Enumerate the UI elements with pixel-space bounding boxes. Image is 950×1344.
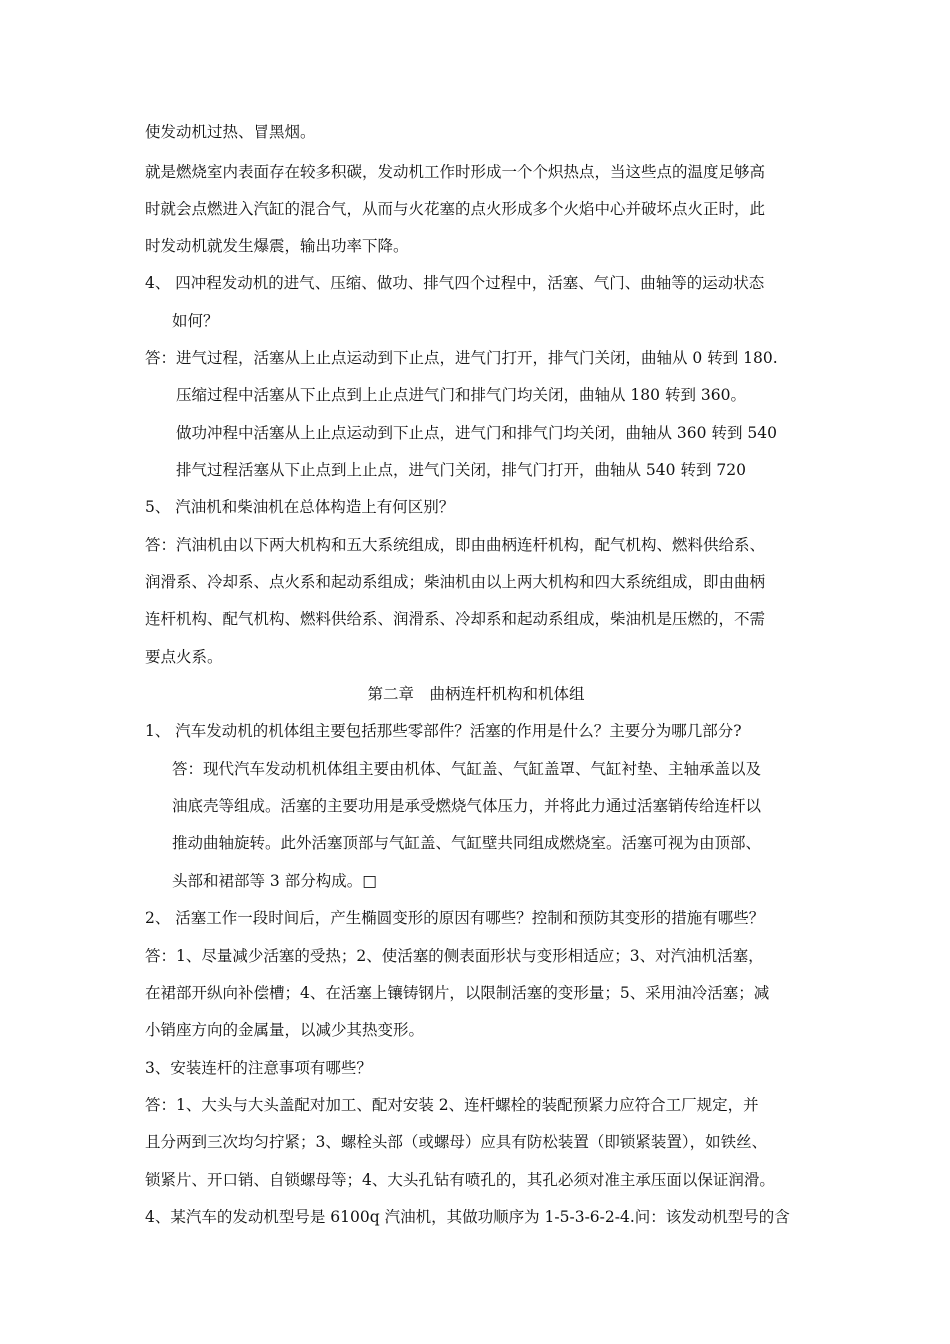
text-line: 排气过程活塞从下止点到上止点，进气门关闭，排气门打开，曲轴从 540 转到 720: [176, 461, 746, 479]
question-1-heading: 1、 汽车发动机的机体组主要包括那些零部件？活塞的作用是什么？主要分为哪几部分?: [145, 722, 742, 740]
text-line: 使发动机过热、冒黑烟。: [145, 123, 316, 141]
text-line: 油底壳等组成。活塞的主要功用是承受燃烧气体压力，并将此力通过活塞销传给连杆以: [172, 797, 762, 815]
answer-line: 答：现代汽车发动机机体组主要由机体、气缸盖、气缸盖罩、气缸衬垫、主轴承盖以及: [172, 760, 762, 778]
text-line: 在裙部开纵向补偿槽；4、在活塞上镶铸钢片，以限制活塞的变形量；5、采用油冷活塞；减: [145, 984, 770, 1002]
text-line: 做功冲程中活塞从上止点运动到下止点，进气门和排气门均关闭，曲轴从 360 转到 540: [176, 424, 777, 442]
question-5-heading: 5、 汽油机和柴油机在总体构造上有何区别？: [145, 498, 455, 516]
answer-line: 答：汽油机由以下两大机构和五大系统组成，即由曲柄连杆机构，配气机构、燃料供给系、: [145, 536, 766, 554]
text-line: 且分两到三次均匀拧紧；3、螺栓头部（或螺母）应具有防松装置（即锁紧装置），如铁丝、: [145, 1133, 768, 1151]
question-4b-heading: 4、某汽车的发动机型号是 6100q 汽油机，其做功顺序为 1-5-3-6-2-4.问：该发动机型号的含: [145, 1208, 790, 1226]
text-line: 推动曲轴旋转。此外活塞顶部与气缸盖、气缸壁共同组成燃烧室。活塞可视为由顶部、: [172, 834, 762, 852]
text-line: 压缩过程中活塞从下止点到上止点进气门和排气门均关闭，曲轴从 180 转到 360。: [176, 386, 746, 404]
question-3-heading: 3、安装连杆的注意事项有哪些？: [145, 1059, 372, 1077]
text-line: 时发动机就发生爆震，输出功率下降。: [145, 237, 409, 255]
text-line: 锁紧片、开口销、自锁螺母等；4、大头孔钻有喷孔的，其孔必须对准主承压面以保证润滑。: [145, 1171, 775, 1189]
text-line: 润滑系、冷却系、点火系和起动系组成；柴油机由以上两大机构和四大系统组成，即由曲柄: [145, 573, 766, 591]
text-line: 时就会点燃进入汽缸的混合气，从而与火花塞的点火形成多个火焰中心并破坏点火正时，此: [145, 200, 766, 218]
answer-line: 答：1、尽量减少活塞的受热；2、使活塞的侧表面形状与变形相适应；3、对汽油机活塞，: [145, 947, 764, 965]
text-line: 连杆机构、配气机构、燃料供给系、润滑系、冷却系和起动系组成，柴油机是压燃的，不需: [145, 610, 766, 628]
text-line: 头部和裙部等 3 部分构成。□: [172, 872, 377, 890]
chapter-heading: 第二章 曲柄连杆机构和机体组: [367, 685, 585, 703]
text-line: 要点火系。: [145, 648, 223, 666]
text-line: 如何？: [172, 312, 219, 330]
question-2-heading: 2、 活塞工作一段时间后，产生椭圆变形的原因有哪些？控制和预防其变形的措施有哪些？: [145, 909, 765, 927]
answer-line: 答：1、大头与大头盖配对加工、配对安装 2、连杆螺栓的装配预紧力应符合工厂规定，并: [145, 1096, 759, 1114]
text-line: 小销座方向的金属量，以减少其热变形。: [145, 1021, 425, 1039]
question-4-heading: 4、 四冲程发动机的进气、压缩、做功、排气四个过程中，活塞、气门、曲轴等的运动状态: [145, 274, 765, 292]
text-line: 就是燃烧室内表面存在较多积碳，发动机工作时形成一个个炽热点，当这些点的温度足够高: [145, 163, 766, 181]
answer-line: 答：进气过程，活塞从上止点运动到下止点，进气门打开，排气门关闭，曲轴从 0 转到 180.: [145, 349, 778, 367]
